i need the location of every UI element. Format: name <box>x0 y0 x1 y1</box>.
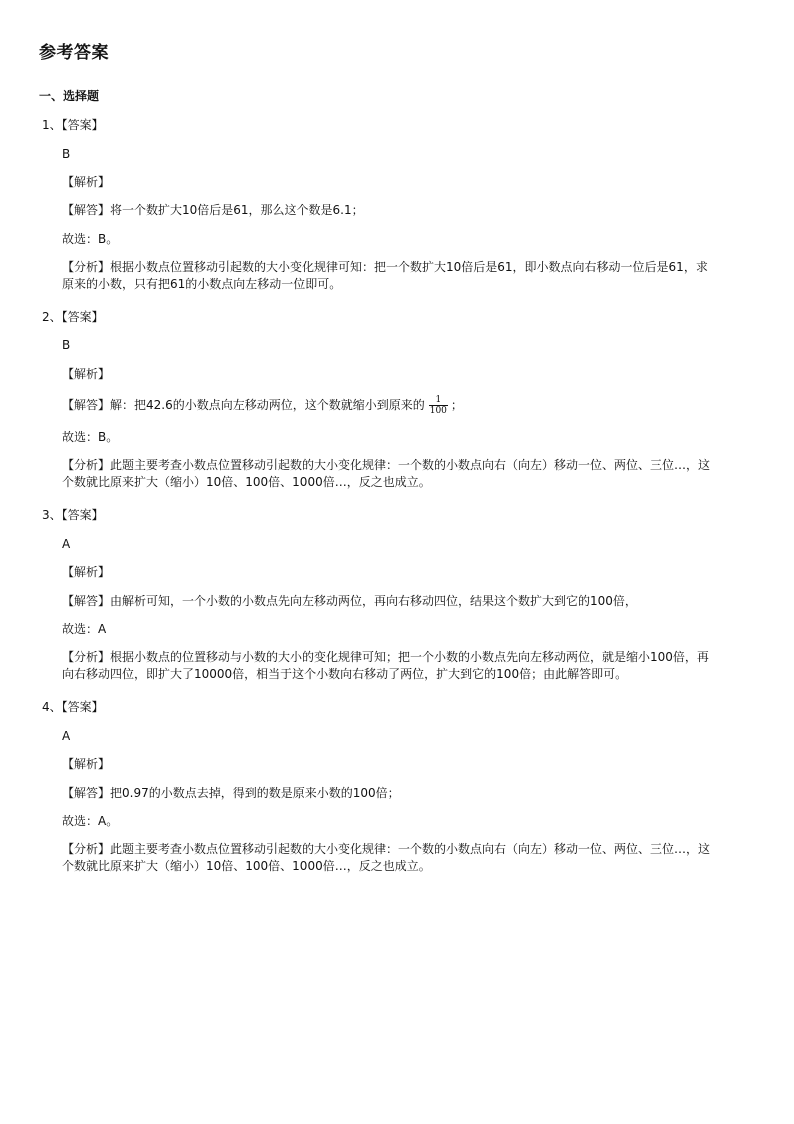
question-2-choice: 故选：B。 <box>62 430 119 444</box>
question-3-choice: 故选：A <box>62 622 107 636</box>
question-1-answer: B <box>62 147 71 161</box>
question-1-header: 1、【答案】 <box>42 118 104 132</box>
fraction-denominator: 100 <box>429 406 447 416</box>
question-2-solution-text: 【解答】解：把42.6的小数点向左移动两位，这个数就缩小到原来的 <box>62 398 425 412</box>
question-1-choice: 故选：B。 <box>62 232 119 246</box>
question-2-answer: B <box>62 338 71 352</box>
section-title: 一、选择题 <box>39 89 100 103</box>
question-3-answer: A <box>62 537 71 551</box>
question-4-analysis-label: 【解析】 <box>62 757 111 771</box>
question-3-header: 3、【答案】 <box>42 508 104 522</box>
question-2-header: 2、【答案】 <box>42 310 104 324</box>
fraction-numerator: 1 <box>429 395 448 406</box>
page-title: 参考答案 <box>39 43 109 63</box>
question-2-solution <box>62 395 463 416</box>
question-2-analysis: 【分析】此题主要考查小数点位置移动引起数的大小变化规律：一个数的小数点向右（向左）移动一位、两位、三位…，这个数就比原来扩大（缩小）10倍、100倍、1000倍…，反之也成立。 <box>62 458 711 489</box>
question-3-analysis-label: 【解析】 <box>62 565 111 579</box>
question-4-choice: 故选：A。 <box>62 814 119 828</box>
question-4-solution: 【解答】把0.97的小数点去掉，得到的数是原来小数的100倍； <box>62 786 400 800</box>
question-4-answer: A <box>62 729 71 743</box>
question-1-analysis: 【分析】根据小数点位置移动引起数的大小变化规律可知：把一个数扩大10倍后是61，即小数点向右移动一位后是61，求原来的小数，只有把61的小数点向左移动一位即可。 <box>62 260 708 291</box>
question-1-analysis-label: 【解析】 <box>62 175 111 189</box>
question-4-analysis: 【分析】此题主要考查小数点位置移动引起数的大小变化规律：一个数的小数点向右（向左）移动一位、两位、三位…，这个数就比原来扩大（缩小）10倍、100倍、1000倍…，反之也成立。 <box>62 842 711 873</box>
question-2-analysis-label: 【解析】 <box>62 367 111 381</box>
question-2-solution-end: ； <box>450 398 463 412</box>
question-3-solution: 【解答】由解析可知，一个小数的小数点先向左移动两位，再向右移动四位，结果这个数扩大到它的100倍， <box>62 594 637 608</box>
question-3-analysis: 【分析】根据小数点的位置移动与小数的大小的变化规律可知；把一个小数的小数点先向左移动两位，就是缩小100倍，再向右移动四位，即扩大了10000倍，相当于这个小数向右移动了两位，扩大到它的100倍；由此解答即可。 <box>62 650 709 681</box>
fraction <box>429 395 448 416</box>
question-4-header: 4、【答案】 <box>42 700 104 714</box>
question-1-solution: 【解答】将一个数扩大10倍后是61，那么这个数是6.1； <box>62 203 364 217</box>
